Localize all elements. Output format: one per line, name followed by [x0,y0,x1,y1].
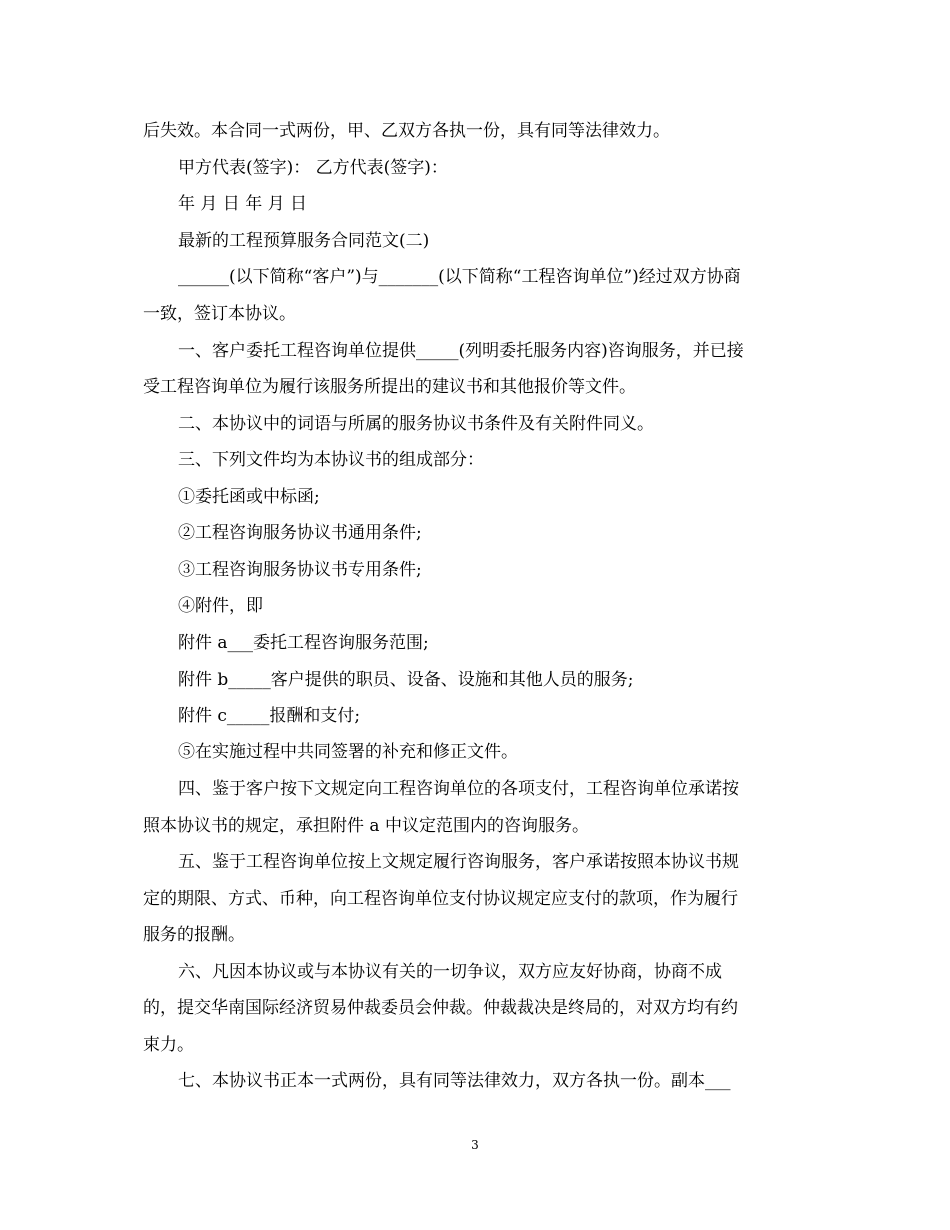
signature-line: 甲方代表(签字)： 乙方代表(签字)： [178,158,448,178]
paragraph-line: 后失效。本合同一式两份，甲、乙双方各执一份，具有同等法律效力。 [143,121,670,141]
clause-line: 一、客户委托工程咨询单位提供_____(列明委托服务内容)咨询服务，并已接 [178,341,744,361]
list-item: ③工程咨询服务协议书专用条件; [178,560,422,580]
clause-line: 二、本协议中的词语与所属的服务协议书条件及有关附件同义。 [178,414,654,434]
list-item: ④附件，即 [178,596,263,616]
clause-line: 的，提交华南国际经济贸易仲裁委员会仲裁。仲裁裁决是终局的，对双方均有约 [143,998,738,1018]
list-item: 附件 c_____报酬和支付; [178,706,361,726]
clause-line: 六、凡因本协议或与本协议有关的一切争议，双方应友好协商，协商不成 [178,962,722,982]
clause-line: 束力。 [143,1035,194,1055]
section-title: 最新的工程预算服务合同范文(二) [178,231,430,251]
list-item: ⑤在实施过程中共同签署的补充和修正文件。 [178,742,518,762]
clause-line: 四、鉴于客户按下文规定向工程咨询单位的各项支付，工程咨询单位承诺按 [178,779,739,799]
page-number: 3 [471,1138,479,1152]
date-line: 年 月 日 年 月 日 [178,194,308,214]
list-item: 附件 b_____客户提供的职员、设备、设施和其他人员的服务; [178,670,634,690]
paragraph-line: ______(以下简称“客户”)与_______(以下简称“工程咨询单位”)经过双方协商 [178,267,741,287]
list-item: ①委托函或中标函; [178,487,320,507]
list-item: ②工程咨询服务协议书通用条件; [178,523,422,543]
clause-line: 定的期限、方式、币种，向工程咨询单位支付协议规定应支付的款项，作为履行 [143,889,738,909]
list-item: 附件 a___委托工程咨询服务范围; [178,633,429,653]
clause-line: 照本协议书的规定，承担附件 a 中议定范围内的咨询服务。 [143,816,589,836]
paragraph-line: 一致，签订本协议。 [143,304,296,324]
clause-line: 服务的报酬。 [143,925,245,945]
clause-line: 七、本协议书正本一式两份，具有同等法律效力，双方各执一份。副本___ [178,1071,731,1091]
clause-line: 受工程咨询单位为履行该服务所提出的建议书和其他报价等文件。 [143,377,636,397]
clause-line: 五、鉴于工程咨询单位按上文规定履行咨询服务，客户承诺按照本协议书规 [178,852,739,872]
clause-line: 三、下列文件均为本协议书的组成部分： [178,450,484,470]
